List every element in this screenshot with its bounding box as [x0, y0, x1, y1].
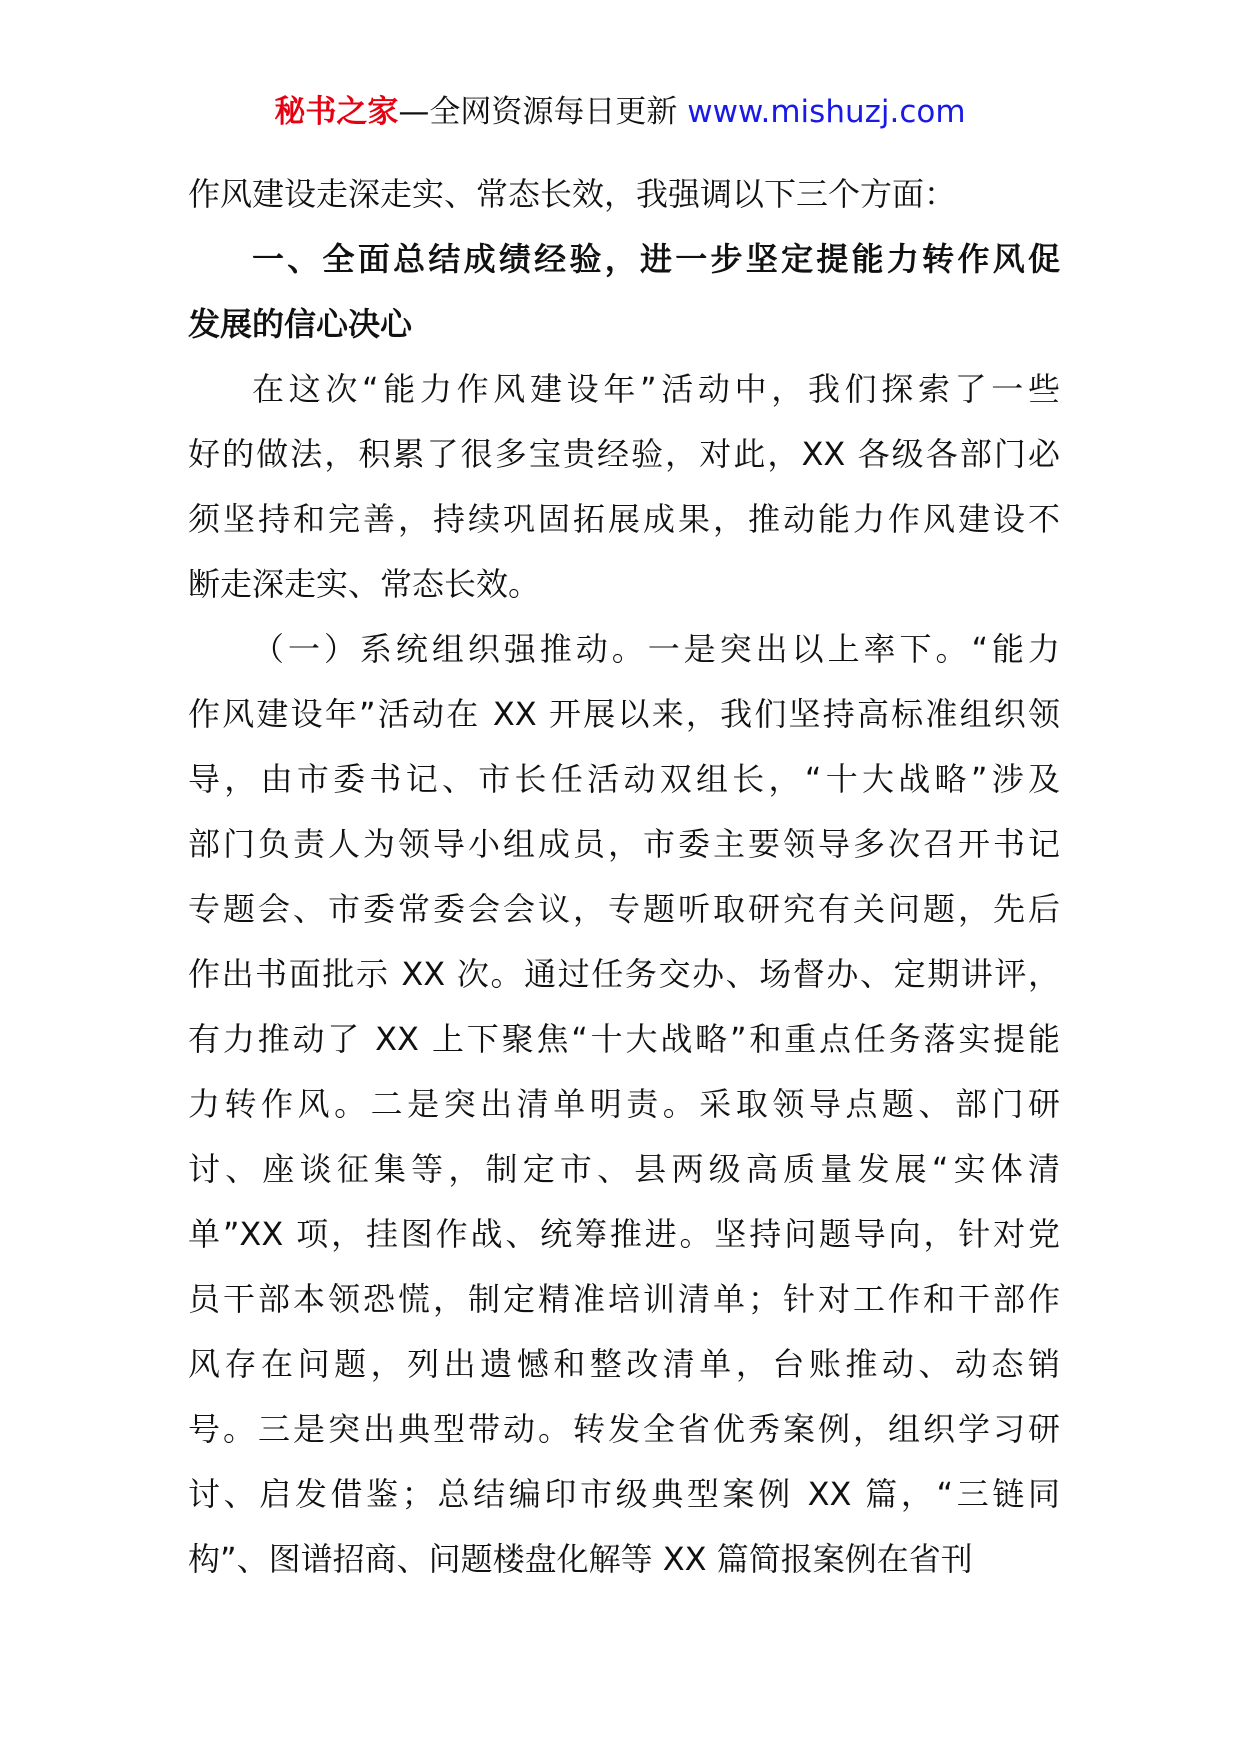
text-line: 力转作风。二是突出清单明责。采取领导点题、部门研 [188, 1085, 1060, 1123]
text-line: 一、全面总结成绩经验，进一步坚定提能力转作风促 [252, 240, 1060, 278]
text-line: 导，由市委书记、市长任活动双组长，“十大战略”涉及 [188, 760, 1060, 798]
site-brand-name: 秘书之家 [274, 94, 399, 130]
text-line: 构”、图谱招商、问题楼盘化解等 XX 篇简报案例在省刊 [188, 1540, 973, 1578]
text-line: 作风建设走深走实、常态长效，我强调以下三个方面： [188, 175, 957, 213]
text-line: 好的做法，积累了很多宝贵经验，对此，XX 各级各部门必 [188, 435, 1060, 473]
text-line: 断走深走实、常态长效。 [188, 565, 541, 603]
text-line: 讨、启发借鉴；总结编印市级典型案例 XX 篇，“三链同 [188, 1475, 1060, 1513]
site-tagline: —全网资源每日更新 [398, 94, 688, 130]
text-line: 作出书面批示 XX 次。通过任务交办、场督办、定期讲评， [188, 955, 1060, 993]
text-line: 作风建设年”活动在 XX 开展以来，我们坚持高标准组织领 [188, 695, 1060, 733]
text-line: 须坚持和完善，持续巩固拓展成果，推动能力作风建设不 [188, 500, 1060, 538]
paragraph [188, 617, 1060, 1592]
text-line: 员干部本领恐慌，制定精准培训清单；针对工作和干部作 [188, 1280, 1060, 1318]
paragraph [188, 162, 1060, 227]
text-line: 号。三是突出典型带动。转发全省优秀案例，组织学习研 [188, 1410, 1060, 1448]
site-watermark-header [0, 92, 1240, 132]
text-line: 风存在问题，列出遗憾和整改清单，台账推动、动态销 [188, 1345, 1060, 1383]
text-line: 专题会、市委常委会会议，专题听取研究有关问题，先后 [188, 890, 1060, 928]
site-url: www.mishuzj.com [687, 94, 966, 130]
text-line: 在这次“能力作风建设年”活动中，我们探索了一些 [252, 370, 1060, 408]
text-line: 讨、座谈征集等，制定市、县两级高质量发展“实体清 [188, 1150, 1060, 1188]
text-line: 发展的信心决心 [188, 305, 413, 343]
section-heading [188, 227, 1060, 357]
text-line: （一）系统组织强推动。一是突出以上率下。“能力 [252, 630, 1060, 668]
text-line: 单”XX 项，挂图作战、统筹推进。坚持问题导向，针对党 [188, 1215, 1060, 1253]
text-line: 部门负责人为领导小组成员，市委主要领导多次召开书记 [188, 825, 1060, 863]
text-line: 有力推动了 XX 上下聚焦“十大战略”和重点任务落实提能 [188, 1020, 1060, 1058]
paragraph [188, 357, 1060, 617]
document-body [188, 162, 1060, 1592]
